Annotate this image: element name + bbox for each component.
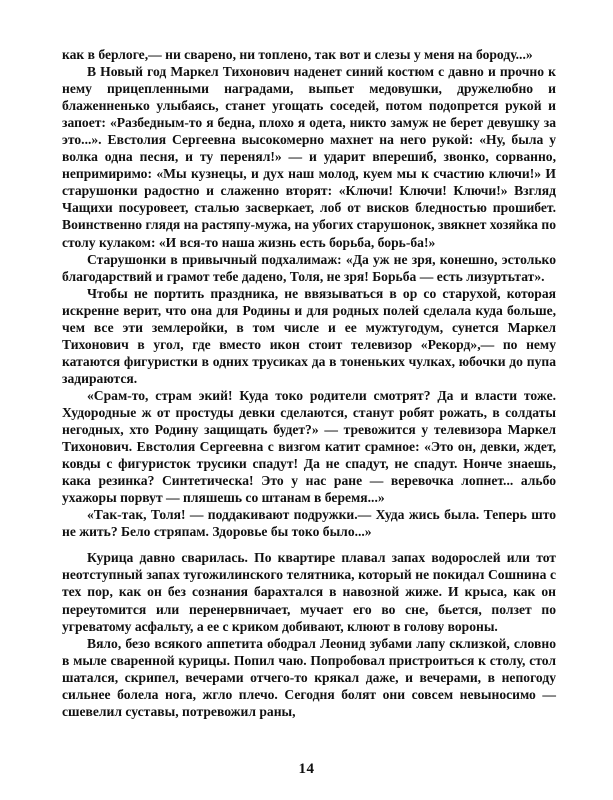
paragraph-television: Чтобы не портить праздника, не ввязываться в ор со старухой, которая искренне верит, что она для Родины и для родных полей сделала куда больше, чем все эти землеройки, в том числе и ее мужтугодум, сунется Маркел Тихонович в угол, где вместо икон стоит телевизор «Рекорд»,— по нему катаются фигуристки в одних трусиках да в тоненьких чулках, юбочки до пупа задираются. bbox=[62, 285, 556, 386]
paragraph-friends: «Так-так, Толя! — поддакивают подружки.— Худа жись была. Теперь што не жить? Бело стряпам. Здоровье бы токо было...» bbox=[62, 507, 556, 540]
section-break bbox=[62, 540, 556, 549]
paragraph-old-women: Старушонки в привычный подхалимаж: «Да уж не зря, конешно, эстолько благодарствий и грамот тебе дадено, Толя, не зря! Борьба — есть лизуртьтат». bbox=[62, 251, 556, 284]
paragraph-figure-skaters: «Срам-то, страм экий! Куда токо родители смотрят? Да и власти тоже. Худородные ж от простуды девки сделаются, станут робят рожать, в солдаты негодных, хто Родину защищать будет?» — тревожится у телевизора Маркел Тихонович. Евстолия Сергеевна с визгом катит срамное: «Это он, девки, ждет, ковды с фигуристок трусики спадут! Да не спадут, не спадут. Нонче знаешь, кака резинка? Синтетическа! Это у нас ране — веревочка лопнет... альбо ухажоры порвут — пляшешь со штанам в беремя...» bbox=[62, 387, 556, 506]
paragraph-chicken: Курица давно сварилась. По квартире плавал запах водорослей или тот неотступный запах тугожилинского телятника, который не покидал Сошнина с тех пор, как он без сознания барахтался в навозной жиже. И крыса, как он переутомится или перенервничает, мучает его во сне, бьется, ползет по угреватому асфальту, а ее с криком добивают, клюют в голову вороны. bbox=[62, 550, 556, 634]
page-number: 14 bbox=[298, 761, 315, 777]
paragraph-continuation: как в берлоге,— ни сварено, ни топлено, так вот и слезы у меня на бороду...» bbox=[62, 47, 533, 62]
text-page bbox=[62, 46, 556, 720]
paragraph-new-year: В Новый год Маркел Тихонович наденет синий костюм с давно и прочно к нему прицепленными наградами, выпьет медовушки, дружелюбно и блаженненько улыбаясь, станет угощать соседей, потом подопрется рукой и запоет: «Разбедным-то я бедна, плохо я одета, никто замуж не берет девушку за это...». Евстолия Сергеевна высокомерно махнет на него рукой: «Ну, была у волка одна песня, и ту перенял!» — и ударит вперешиб, звонко, сорванно, непримиримо: «Мы кузнецы, и дух наш молод, куем мы к счастию ключи!» И старушонки радостно и слаженно вторят: «Ключи! Ключи! Ключи!» Взгляд Чащихи посуровеет, сталью засверкает, лоб от висков бледностью прошибет. Воинственно глядя на растяпу-мужа, на убогих старушонок, звякнет хозяйка по столу кулаком: «И вся-то наша жизнь есть борьба, борь-ба!» bbox=[62, 64, 556, 250]
paragraph-supper: Вяло, безо всякого аппетита ободрал Леонид зубами лапу склизкой, словно в мыле сваренной курицы. Попил чаю. Попробовал пристроиться к столу, стол шатался, скрипел, вечерами отчего-то крякал даже, и вечерами, в непогоду сильнее болела нога, жгло плечо. Сегодня болят они совсем невыносимо — сшевелил суставы, потревожил раны, bbox=[62, 635, 556, 719]
